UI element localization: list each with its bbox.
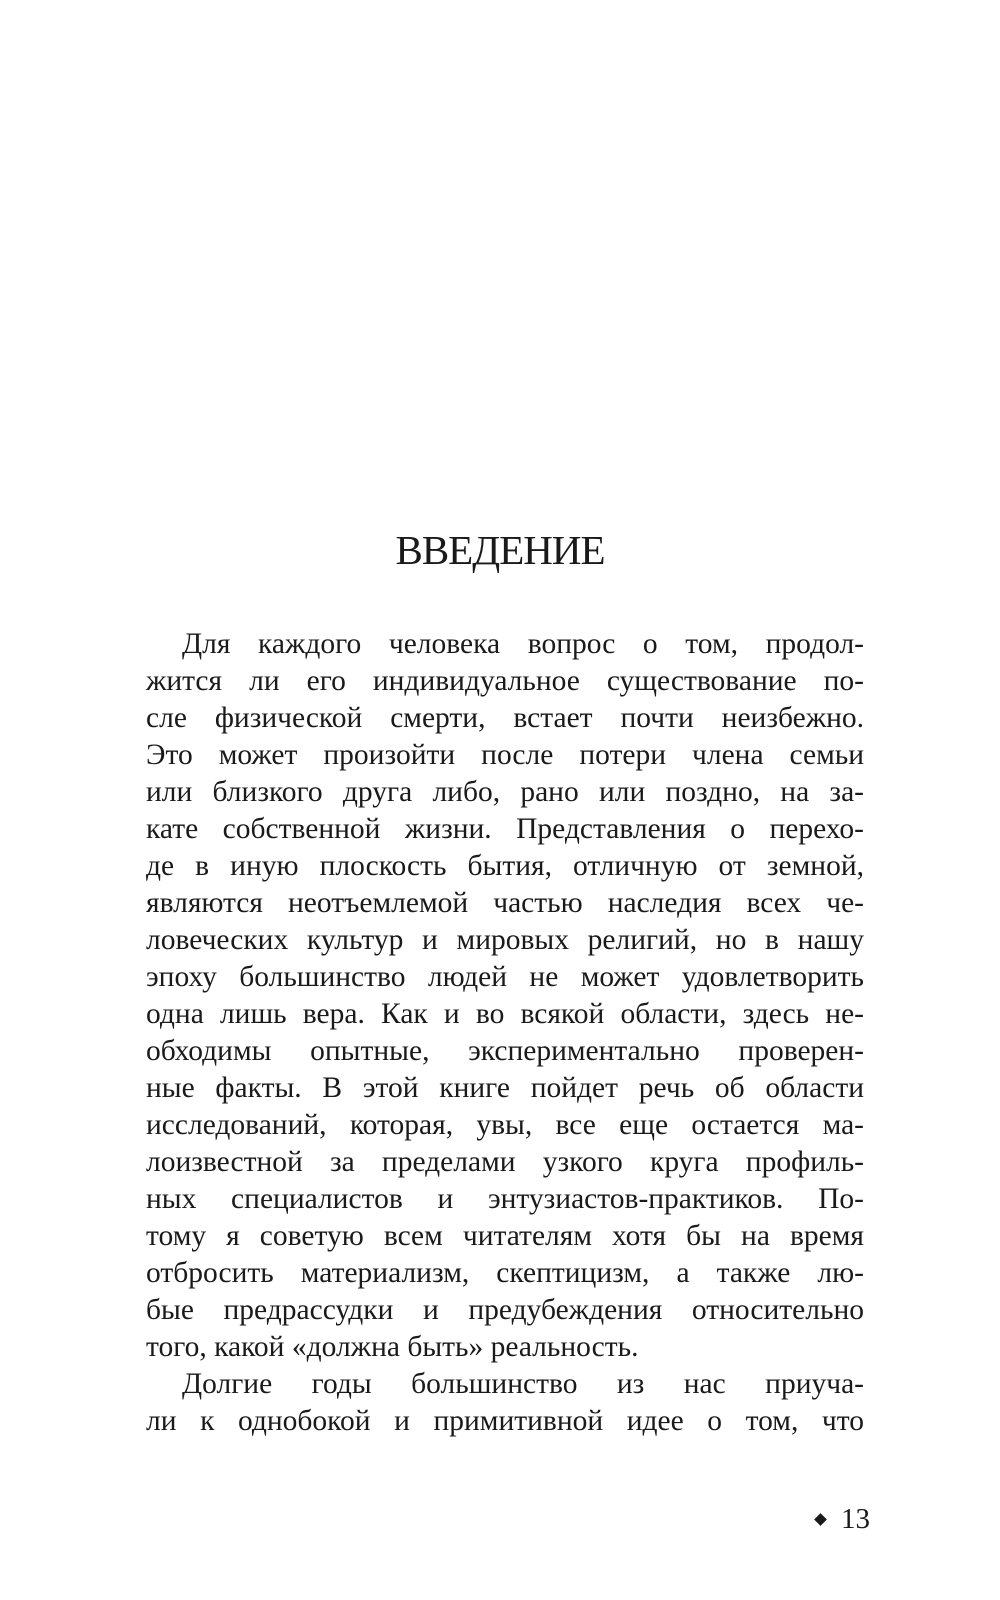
- diamond-ornament-icon: [814, 1513, 827, 1526]
- text-line: кате собственной жизни. Представления о перехо-: [146, 813, 864, 845]
- text-line: исследований, которая, увы, все еще остается ма-: [146, 1109, 864, 1141]
- body-text: [146, 626, 864, 1440]
- text-line: отбросить материализм, скептицизм, а также лю-: [146, 1257, 864, 1289]
- text-line: или близкого друга либо, рано или поздно, на за-: [146, 776, 864, 808]
- text-line: того, какой «должна быть» реальность.: [146, 1331, 639, 1363]
- chapter-title: ВВЕДЕНИЕ: [395, 527, 605, 573]
- text-line: эпоху большинство людей не может удовлетворить: [146, 961, 864, 993]
- text-line: ли к однобокой и примитивной идее о том, что: [146, 1405, 864, 1437]
- text-line: бые предрассудки и предубеждения относительно: [146, 1294, 864, 1326]
- text-line: ловеческих культур и мировых религий, но в нашу: [146, 924, 864, 956]
- text-line: жится ли его индивидуальное существование по-: [146, 665, 864, 697]
- text-line: ных специалистов и энтузиастов-практиков. По-: [146, 1183, 864, 1215]
- text-line: Для каждого человека вопрос о том, продол-: [182, 628, 864, 660]
- text-line: тому я советую всем читателям хотя бы на время: [146, 1220, 864, 1252]
- text-line: Это может произойти после потери члена семьи: [146, 739, 864, 771]
- text-line: де в иную плоскость бытия, отличную от земной,: [146, 850, 864, 882]
- text-line: сле физической смерти, встает почти неизбежно.: [146, 702, 864, 734]
- page-number: 13: [841, 1503, 870, 1535]
- text-line: обходимы опытные, экспериментально проверен-: [146, 1035, 864, 1067]
- text-line: одна лишь вера. Как и во всякой области, здесь не-: [146, 998, 864, 1030]
- text-line: являются неотъемлемой частью наследия всех че-: [146, 887, 864, 919]
- text-line: Долгие годы большинство из нас приуча-: [182, 1368, 864, 1400]
- text-line: ные факты. В этой книге пойдет речь об области: [146, 1072, 864, 1104]
- text-line: лоизвестной за пределами узкого круга профиль-: [146, 1146, 864, 1178]
- page-footer: [816, 1505, 870, 1534]
